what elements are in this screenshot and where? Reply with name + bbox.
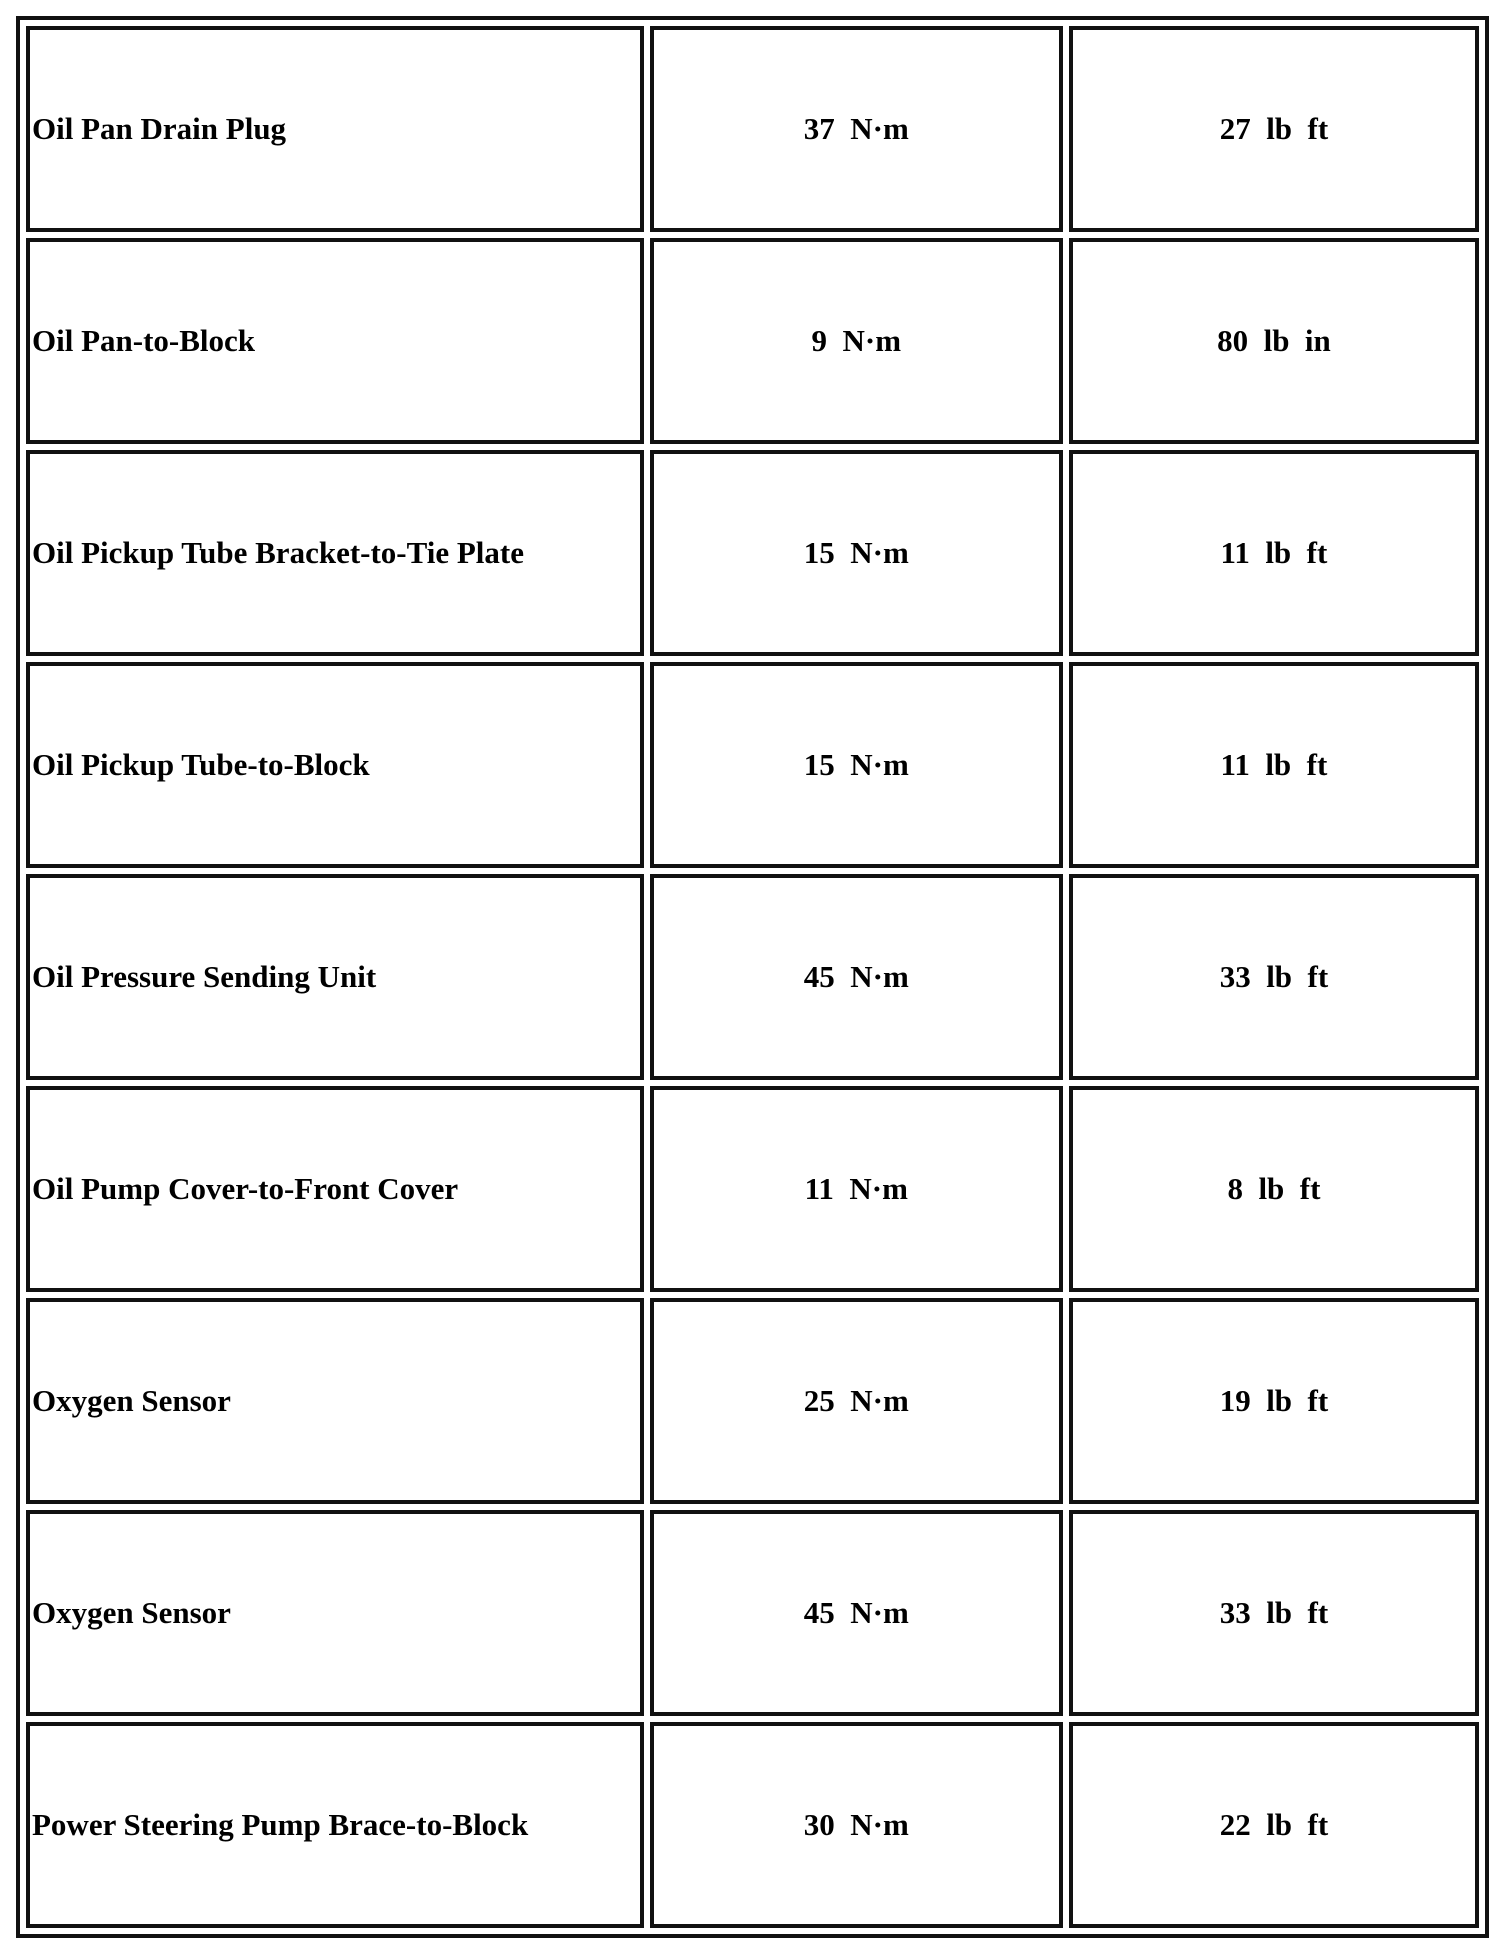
- metric-torque-cell: 45 N·m: [650, 874, 1063, 1080]
- metric-torque-cell: 11 N·m: [650, 1086, 1063, 1292]
- table-row: [26, 26, 1479, 232]
- metric-torque-cell: 15 N·m: [650, 662, 1063, 868]
- fastener-name-cell: Power Steering Pump Brace-to-Block: [26, 1722, 644, 1928]
- fastener-name-cell: Oxygen Sensor: [26, 1298, 644, 1504]
- fastener-name-cell: Oxygen Sensor: [26, 1510, 644, 1716]
- table-row: [26, 1086, 1479, 1292]
- metric-torque-cell: 37 N·m: [650, 26, 1063, 232]
- table-row: [26, 662, 1479, 868]
- metric-torque-cell: 45 N·m: [650, 1510, 1063, 1716]
- metric-torque-cell: 9 N·m: [650, 238, 1063, 444]
- english-torque-cell: 11 lb ft: [1069, 450, 1479, 656]
- fastener-name-cell: Oil Pump Cover-to-Front Cover: [26, 1086, 644, 1292]
- table-row: [26, 1510, 1479, 1716]
- table-row: [26, 874, 1479, 1080]
- english-torque-cell: 80 lb in: [1069, 238, 1479, 444]
- fastener-name-cell: Oil Pickup Tube-to-Block: [26, 662, 644, 868]
- fastener-name-cell: Oil Pressure Sending Unit: [26, 874, 644, 1080]
- english-torque-cell: 22 lb ft: [1069, 1722, 1479, 1928]
- table-row: [26, 450, 1479, 656]
- english-torque-cell: 8 lb ft: [1069, 1086, 1479, 1292]
- english-torque-cell: 27 lb ft: [1069, 26, 1479, 232]
- english-torque-cell: 11 lb ft: [1069, 662, 1479, 868]
- english-torque-cell: 33 lb ft: [1069, 874, 1479, 1080]
- table-row: [26, 1722, 1479, 1928]
- metric-torque-cell: 15 N·m: [650, 450, 1063, 656]
- table-row: [26, 1298, 1479, 1504]
- metric-torque-cell: 25 N·m: [650, 1298, 1063, 1504]
- fastener-name-cell: Oil Pickup Tube Bracket-to-Tie Plate: [26, 450, 644, 656]
- english-torque-cell: 33 lb ft: [1069, 1510, 1479, 1716]
- torque-spec-table: [16, 16, 1489, 1938]
- fastener-name-cell: Oil Pan Drain Plug: [26, 26, 644, 232]
- english-torque-cell: 19 lb ft: [1069, 1298, 1479, 1504]
- fastener-name-cell: Oil Pan-to-Block: [26, 238, 644, 444]
- table-row: [26, 238, 1479, 444]
- metric-torque-cell: 30 N·m: [650, 1722, 1063, 1928]
